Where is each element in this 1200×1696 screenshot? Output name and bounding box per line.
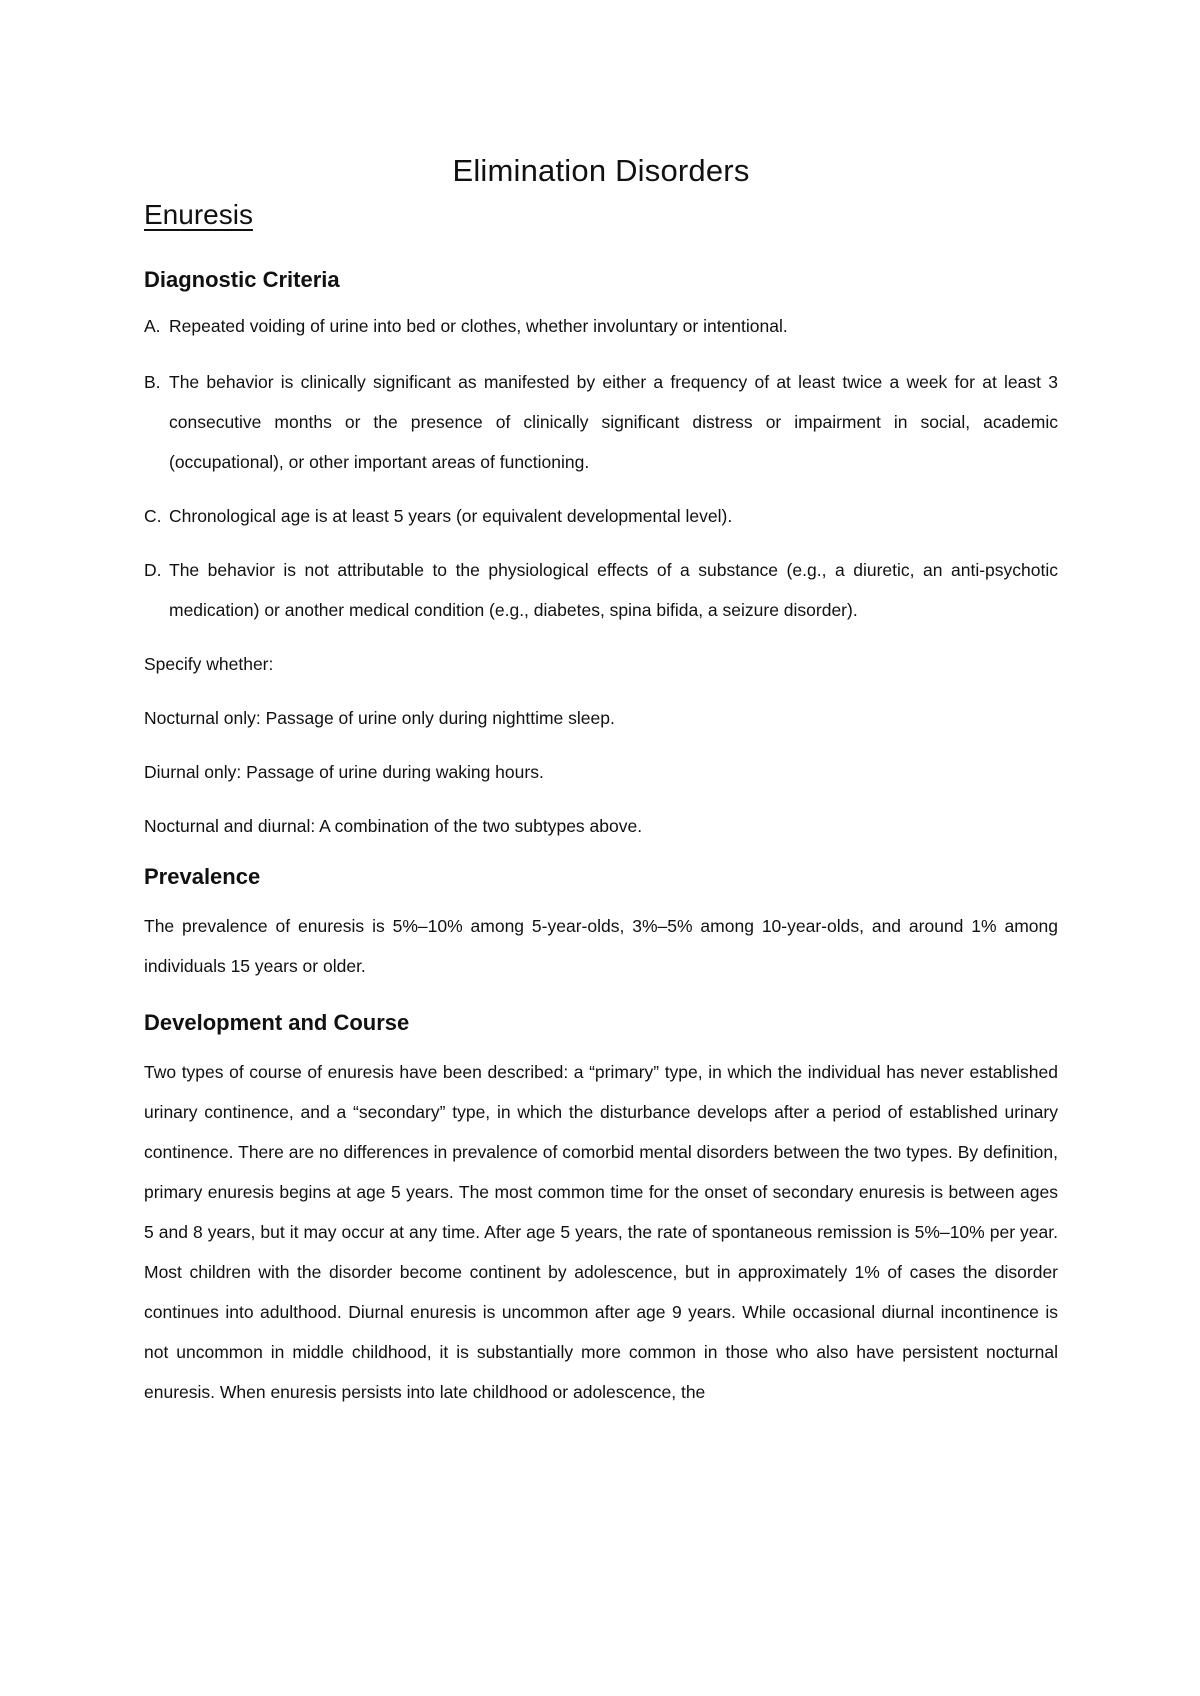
criterion-letter: A. [144, 316, 161, 336]
document-title: Elimination Disorders [452, 153, 750, 188]
criterion-c [144, 496, 1058, 536]
criterion-letter: B. [144, 372, 161, 392]
criterion-letter: D. [144, 560, 162, 580]
criterion-text: The behavior is not attributable to the physiological effects of a substance (e.g., a diuretic, an anti-psychotic medication) or another medical condition (e.g., diabetes, spina bifida, a seizure disorder). [169, 560, 1058, 620]
criterion-text: The behavior is clinically significant as manifested by either a frequency of at least twice a week for at least 3 consecutive months or the presence of clinically significant distress or impairment in social, academic (occupational), or other important areas of functioning. [169, 372, 1058, 472]
criterion-a [144, 306, 1058, 346]
development-paragraph: Two types of course of enuresis have been described: a “primary” type, in which the individual has never established urinary continence, and a “secondary” type, in which the disturbance develops after a period of established urinary continence. There are no differences in prevalence of comorbid mental disorders between the two types. By definition, primary enuresis begins at age 5 years. The most common time for the onset of secondary enuresis is between ages 5 and 8 years, but it may occur at any time. After age 5 years, the rate of spontaneous remission is 5%–10% per year. Most children with the disorder become continent by adolescence, but in approximately 1% of cases the disorder continues into adulthood. Diurnal enuresis is uncommon after age 9 years. While occasional diurnal incontinence is not uncommon in middle childhood, it is substantially more common in those who also have persistent nocturnal enuresis. When enuresis persists into late childhood or adolescence, the [144, 1062, 1058, 1402]
criterion-text: Chronological age is at least 5 years (or equivalent developmental level). [169, 506, 733, 526]
specifier-diurnal: Diurnal only: Passage of urine during waking hours. [144, 762, 544, 782]
heading-development-course: Development and Course [144, 1010, 410, 1035]
criterion-b [144, 362, 1058, 482]
criterion-text: Repeated voiding of urine into bed or clothes, whether involuntary or intentional. [169, 316, 788, 336]
criterion-d [144, 550, 1058, 630]
prevalence-paragraph: The prevalence of enuresis is 5%–10% among 5-year-olds, 3%–5% among 10-year-olds, and around 1% among individuals 15 years or older. [144, 916, 1058, 976]
specifier-nocturnal: Nocturnal only: Passage of urine only during nighttime sleep. [144, 708, 615, 728]
heading-prevalence: Prevalence [144, 864, 261, 889]
criterion-letter: C. [144, 506, 162, 526]
heading-diagnostic-criteria: Diagnostic Criteria [144, 267, 340, 292]
section-title-enuresis: Enuresis [144, 199, 253, 230]
specify-label: Specify whether: [144, 654, 274, 674]
document-page [144, 150, 1058, 1412]
specifier-combined: Nocturnal and diurnal: A combination of the two subtypes above. [144, 816, 643, 836]
